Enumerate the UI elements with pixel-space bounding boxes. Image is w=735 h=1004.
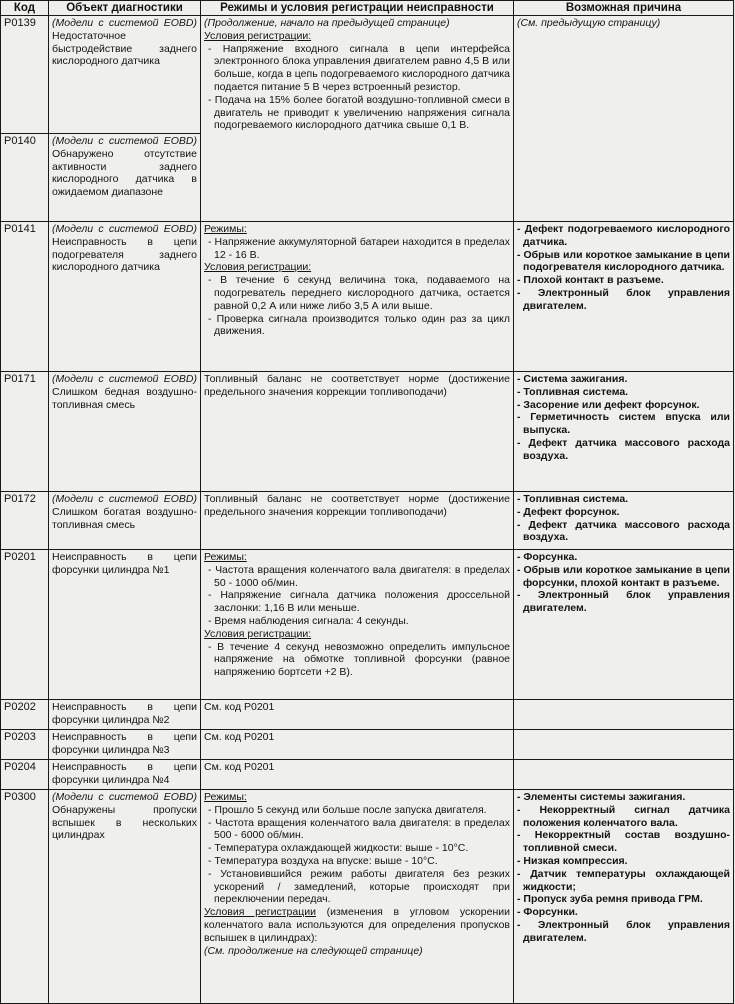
table-row [1, 760, 734, 790]
conditions-text: (изменения в угловом ускорении коленчатого вала используются для определения пропусков вспышек в цилиндрах): [204, 906, 510, 944]
modes-cell [201, 550, 514, 700]
cause-item: - Дефект форсунок. [517, 505, 620, 518]
header-cause: Возможная причина [514, 1, 734, 16]
continuation-note: (См. продолжение на следующей странице) [204, 944, 423, 957]
modes-cell: Топливный баланс не соответствует норме (достижение предельного значения коррекции топливоподачи) [201, 372, 514, 492]
cause-item: - Форсунка. [517, 551, 578, 564]
header-code: Код [1, 1, 49, 16]
object-note: (Модели с системой EOBD) [52, 493, 197, 506]
object-text: Неисправность в цепи форсунки цилиндра №4 [49, 760, 201, 790]
mode-item: - Температура охлаждающей жидкости: выше - 10°С. [208, 842, 469, 855]
dtc-code: P0140 [1, 134, 49, 222]
condition-item: - Подача на 15% более богатой воздушно-топливной смеси в двигатель не приводит к увеличению напряжения сигнала подогреваемого кислородного датчика свыше 0,1 В. [208, 93, 510, 132]
table-row [1, 790, 734, 1004]
cause-cell [514, 222, 734, 372]
object-text: Неисправность в цепи форсунки цилиндра №1 [52, 551, 197, 576]
cause-item: - Обрыв или короткое замыкание в цепи подогревателя кислородного датчика. [517, 248, 730, 274]
dtc-code: P0139 [1, 16, 49, 134]
object-cell [49, 134, 201, 222]
cause-item: - Герметичность систем впуска или выпуска. [517, 411, 730, 437]
modes-label: Режимы: [204, 223, 247, 236]
modes-cell [201, 16, 514, 222]
object-note: (Модели с системой EOBD) [52, 791, 197, 804]
modes-cell: Топливный баланс не соответствует норме (достижение предельного значения коррекции топливоподачи) [201, 492, 514, 550]
mode-item: - Частота вращения коленчатого вала двигателя: в пределах 500 - 6000 об/мин. [208, 816, 510, 842]
condition-item: - Проверка сигнала производится только один раз за цикл движения. [208, 312, 510, 338]
cause-cell [514, 700, 734, 730]
object-note: (Модели с системой EOBD) [52, 17, 197, 30]
object-text: Обнаружены пропуски вспышек в нескольких цилиндрах [52, 803, 197, 842]
dtc-code: P0204 [1, 760, 49, 790]
modes-cell [201, 790, 514, 1004]
cause-item: - Дефект датчика массового расхода воздуха. [517, 437, 730, 462]
object-text: Неисправность в цепи подогревателя заднего кислородного датчика [52, 235, 197, 274]
cause-item: - Датчик температуры охлаждающей жидкости; [517, 867, 730, 893]
dtc-code: P0202 [1, 700, 49, 730]
conditions-label: Условия регистрации: [204, 627, 312, 640]
cause-item: - Обрыв или короткое замыкание в цепи форсунки, плохой контакт в разъеме. [517, 563, 730, 589]
object-note: (Модели с системой EOBD) [52, 223, 197, 236]
table-row [1, 222, 734, 372]
object-text: Неисправность в цепи форсунки цилиндра №3 [49, 730, 201, 760]
table-row [1, 550, 734, 700]
cause-item: - Дефект подогреваемого кислородного датчика. [517, 223, 730, 248]
cause-item: - Низкая компрессия. [517, 855, 628, 867]
dtc-code: P0201 [1, 550, 49, 700]
mode-item: - Напряжение аккумуляторной батареи находится в пределах 12 - 16 В. [208, 235, 510, 261]
mode-item: - Прошло 5 секунд или больше после запуска двигателя. [208, 803, 487, 816]
cause-item: - Плохой контакт в разъеме. [517, 274, 664, 287]
object-text: Обнаружено отсутствие активности заднего кислородного датчика в ожидаемом диапазоне [52, 147, 197, 199]
cause-item: - Элементы системы зажигания. [517, 791, 686, 804]
mode-item: - Напряжение сигнала датчика положения дроссельной заслонки: 1,16 В или меньше. [208, 589, 510, 615]
modes-cell: См. код P0201 [201, 700, 514, 730]
table-header-row [1, 1, 734, 16]
dtc-code: P0300 [1, 790, 49, 1004]
modes-cell: См. код P0201 [201, 760, 514, 790]
cause-cell [514, 760, 734, 790]
dtc-code: P0171 [1, 372, 49, 492]
cause-note: (См. предыдущую страницу) [517, 17, 661, 30]
continuation-note: (Продолжение, начало на предыдущей странице) [204, 17, 450, 30]
cause-cell [514, 550, 734, 700]
cause-item: - Пропуск зуба ремня привода ГРМ. [517, 893, 703, 906]
cause-cell [514, 730, 734, 760]
header-object: Объект диагностики [49, 1, 201, 16]
conditions-label: Условия регистрации: [204, 29, 312, 42]
object-cell [49, 550, 201, 700]
cause-item: - Дефект датчика массового расхода воздуха. [517, 518, 730, 544]
object-note: (Модели с системой EOBD) [52, 373, 197, 386]
cause-item: - Засорение или дефект форсунок. [517, 398, 700, 411]
table-row [1, 372, 734, 492]
cause-item: - Топливная система. [517, 493, 629, 506]
object-cell [49, 372, 201, 492]
condition-item: - В течение 6 секунд величина тока, подаваемого на подогреватель переднего кислородного датчика, остается равной 0,2 А или ниже либо 3,5 А или выше. [208, 274, 510, 312]
condition-item: - Напряжение входного сигнала в цепи интерфейса электронного блока управления двигателем равно 4,5 В или больше, когда в цепь подогреваемого кислородного датчика подается питание 5 В через встроенный резистор. [208, 42, 510, 93]
object-cell [49, 16, 201, 134]
table-row [1, 700, 734, 730]
object-note: (Модели с системой EOBD) [52, 135, 197, 148]
dtc-code: P0141 [1, 222, 49, 372]
object-text: Слишком богатая воздушно-топливная смесь [52, 505, 197, 531]
cause-cell [514, 16, 734, 222]
cause-cell [514, 492, 734, 550]
table-row [1, 492, 734, 550]
object-cell [49, 222, 201, 372]
object-text: Слишком бедная воздушно-топливная смесь [52, 385, 197, 411]
modes-cell: См. код P0201 [201, 730, 514, 760]
modes-cell [201, 222, 514, 372]
cause-item: - Форсунки. [517, 906, 578, 919]
cause-item: - Электронный блок управления двигателем. [517, 287, 730, 312]
mode-item: - Установившийся режим работы двигателя без резких ускорений / замедлений, которые происходят при переключении передач. [208, 867, 510, 906]
header-modes: Режимы и условия регистрации неисправности [201, 1, 514, 16]
cause-item: - Электронный блок управления двигателем. [517, 918, 730, 944]
cause-item: - Некорректный состав воздушно-топливной смеси. [517, 829, 730, 855]
conditions-label: Условия регистрации [204, 906, 316, 919]
condition-item: - В течение 4 секунд невозможно определить импульсное напряжение на обмотке топливной форсунки (равное напряжению бортсети +2 В). [208, 640, 510, 679]
object-text: Неисправность в цепи форсунки цилиндра №2 [49, 700, 201, 730]
object-cell [49, 790, 201, 1004]
mode-item: - Время наблюдения сигнала: 4 секунды. [208, 615, 409, 627]
dtc-code: P0172 [1, 492, 49, 550]
cause-item: - Электронный блок управления двигателем. [517, 589, 730, 615]
modes-label: Режимы: [204, 791, 247, 804]
cause-cell [514, 790, 734, 1004]
conditions-paragraph [204, 906, 510, 944]
conditions-label: Условия регистрации: [204, 261, 312, 274]
table-row [1, 16, 734, 134]
modes-label: Режимы: [204, 551, 247, 564]
mode-item: - Температура воздуха на впуске: выше - 10°С. [208, 855, 438, 867]
dtc-code: P0203 [1, 730, 49, 760]
cause-item: - Топливная система. [517, 385, 629, 398]
table-row [1, 730, 734, 760]
mode-item: - Частота вращения коленчатого вала двигателя: в пределах 50 - 1000 об/мин. [208, 563, 510, 589]
cause-cell [514, 372, 734, 492]
cause-item: - Система зажигания. [517, 373, 628, 386]
cause-item: - Некорректный сигнал датчика положения коленчатого вала. [517, 803, 730, 829]
object-cell [49, 492, 201, 550]
object-text: Недостаточное быстродействие заднего кислородного датчика [52, 29, 197, 68]
